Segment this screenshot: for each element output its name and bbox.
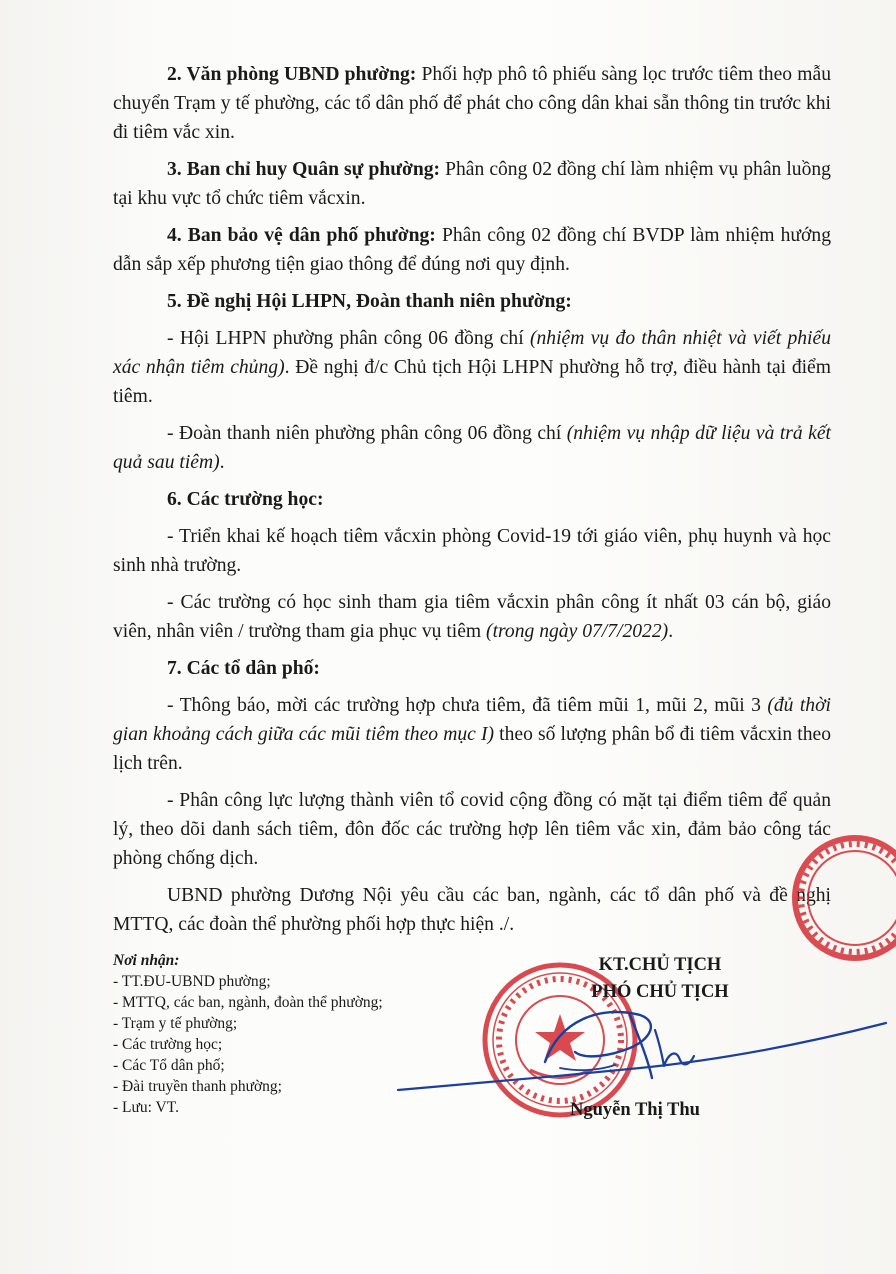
section-5-heading: 5. Đề nghị Hội LHPN, Đoàn thanh niên phường:	[167, 291, 572, 312]
section-6-heading: 6. Các trường học:	[167, 489, 324, 510]
recipient-item: - Trạm y tế phường;	[113, 1015, 238, 1032]
section-5-item-1	[113, 324, 831, 411]
recipient-item: - MTTQ, các ban, ngành, đoàn thể phường;	[113, 994, 383, 1011]
section-3	[113, 155, 831, 213]
signature-title-1: KT.CHỦ TỊCH	[598, 955, 722, 975]
signature-title-2: PHÓ CHỦ TỊCH	[591, 982, 729, 1002]
recipient-item: - Lưu: VT.	[113, 1099, 179, 1116]
recipient-item: - Đài truyền thanh phường;	[113, 1078, 282, 1095]
section-2	[113, 60, 831, 147]
section-3-heading: 3. Ban chỉ huy Quân sự phường:	[167, 159, 441, 180]
document-body	[113, 60, 831, 947]
recipient-item: - TT.ĐU-UBND phường;	[113, 973, 271, 990]
signer-name: Nguyễn Thị Thu	[570, 1100, 700, 1120]
section-5-item-2-italic: (nhiệm vụ nhập dữ liệu và trả kết quả sau tiêm)	[113, 423, 831, 473]
section-4-heading: 4. Ban bảo vệ dân phố phường:	[167, 225, 436, 246]
section-7-item-1	[113, 691, 831, 778]
closing-paragraph: UBND phường Dương Nội yêu cầu các ban, ngành, các tổ dân phố và đề nghị MTTQ, các đoàn thể phường phối hợp thực hiện ./.	[113, 885, 831, 935]
section-7-item-1-tail: theo số lượng phân bổ đi tiêm vắcxin theo lịch trên.	[113, 724, 831, 774]
section-6-item-2	[113, 588, 831, 646]
section-5-item-2-text: - Đoàn thanh niên phường phân công 06 đồng chí	[167, 423, 567, 444]
section-2-heading: 2. Văn phòng UBND phường:	[167, 64, 417, 85]
section-6-item-2-italic: (trong ngày 07/7/2022)	[486, 621, 669, 642]
section-3-text: Phân công 02 đồng chí làm nhiệm vụ phân luồng tại khu vực tổ chức tiêm vắcxin.	[113, 159, 831, 209]
section-5-item-2	[113, 419, 831, 477]
recipient-item: - Các Tổ dân phố;	[113, 1057, 225, 1074]
recipient-item: - Các trường học;	[113, 1036, 223, 1053]
section-2-text: Phối hợp phô tô phiếu sàng lọc trước tiêm theo mẫu chuyển Trạm y tế phường, các tổ dân phố để phát cho công dân khai sẵn thông tin trước khi đi tiêm vắc xin.	[113, 64, 831, 143]
section-7-item-1-text: - Thông báo, mời các trường hợp chưa tiêm, đã tiêm mũi 1, mũi 2, mũi 3	[167, 695, 768, 716]
section-7-item-1-italic: (đủ thời gian khoảng cách giữa các mũi tiêm theo mục I)	[113, 695, 831, 745]
signature-block	[540, 952, 780, 1006]
section-6-item-2-text: - Các trường có học sinh tham gia tiêm vắcxin phân công ít nhất 03 cán bộ, giáo viên, nhân viên / trường tham gia phục vụ tiêm	[113, 592, 831, 642]
section-4-text: Phân công 02 đồng chí BVDP làm nhiệm hướng dẫn sắp xếp phương tiện giao thông để đúng nơi quy định.	[113, 225, 831, 275]
section-7-heading: 7. Các tổ dân phố:	[167, 658, 320, 679]
section-6-item-1: - Triển khai kế hoạch tiêm vắcxin phòng Covid-19 tới giáo viên, phụ huynh và học sinh nhà trường.	[113, 526, 831, 576]
recipients-list	[113, 950, 473, 1118]
section-6-item-2-tail: .	[668, 621, 674, 642]
section-5-item-1-text: - Hội LHPN phường phân công 06 đồng chí	[167, 328, 530, 349]
section-4	[113, 221, 831, 279]
section-5-item-1-tail: . Đề nghị đ/c Chủ tịch Hội LHPN phường hỗ trợ, điều hành tại điểm tiêm.	[113, 357, 831, 407]
recipients-title: Nơi nhận:	[113, 952, 180, 969]
section-7-item-2: - Phân công lực lượng thành viên tổ covid cộng đồng có mặt tại điểm tiêm để quản lý, theo dõi danh sách tiêm, đôn đốc các trường hợp lên tiêm vắc xin, đảm bảo công tác phòng chống dịch.	[113, 790, 831, 869]
section-5-item-2-tail: .	[219, 452, 225, 473]
section-5-item-1-italic: (nhiệm vụ đo thân nhiệt và viết phiếu xác nhận tiêm chủng)	[113, 328, 831, 378]
